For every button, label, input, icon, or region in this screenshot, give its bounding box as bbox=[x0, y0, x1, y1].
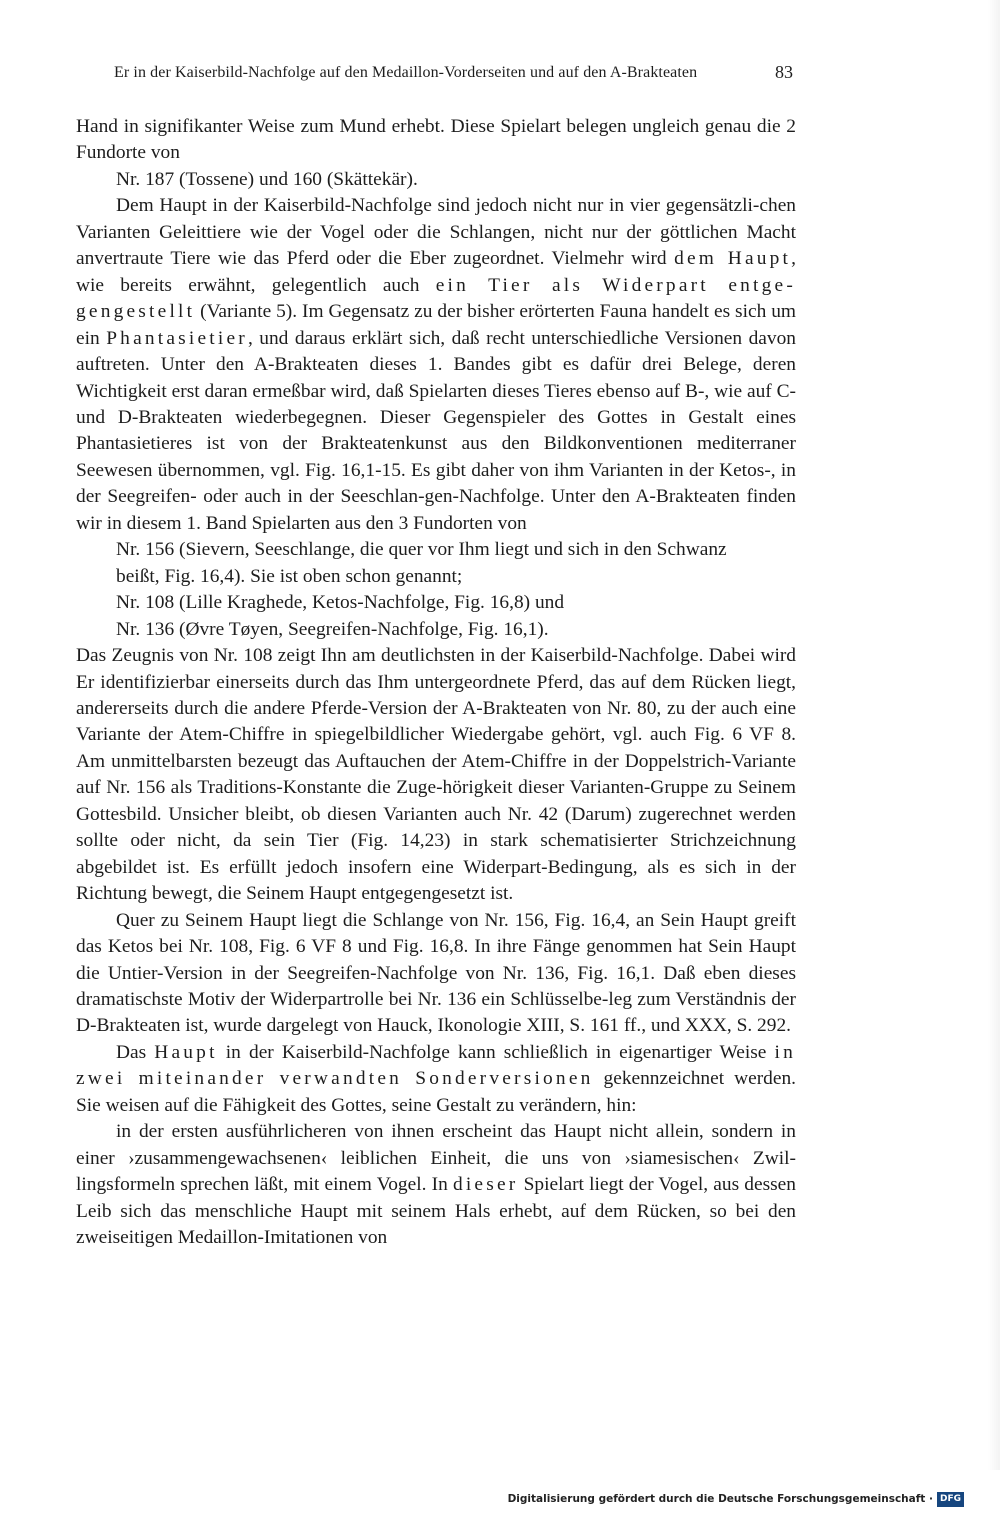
find-entry-108: Nr. 108 (Lille Kraghede, Ketos-Nachfolge, Fig. 16,8) und bbox=[116, 592, 565, 614]
footer-credit-text: Digitalisierung gefördert durch die Deutsche Forschungsgemeinschaft · bbox=[507, 1493, 933, 1505]
paragraph-2-text-c: (Variante 5). Im Gegensatz zu der bisher erörterten Fauna handelt es sich um ein bbox=[76, 301, 796, 349]
emphasis-dem-haupt: dem Haupt bbox=[674, 248, 792, 270]
running-head: Er in der Kaiserbild-Nachfolge auf den Medaillon-Vorderseiten und auf den A-Brakteaten bbox=[114, 64, 698, 81]
body-text bbox=[76, 114, 796, 1251]
paragraph-3: Das Zeugnis von Nr. 108 zeigt Ihn am deutlichsten in der Kaiserbild-Nachfolge. Dabei wird Er identifizierbar einerseits durch das Ihm untergeordnete Pferd, das auf dem Rücken liegt, andererseits durch die andere Pferde-Version der A-Brakteaten von Nr. 80, zu der auch eine Variante der Atem-Chiffre in spiegelbildlicher Wiedergabe gehört, vgl. auch Fig. 6 VF 8. Am unmittelbarsten bezeugt das Auftauchen der Atem-Chiffre in der Doppelstrich-Variante auf Nr. 156 als Traditions-Konstante die Zuge-hörigkeit dieser Varianten-Gruppe zu Seinem Gottesbild. Unsicher bleibt, ob diesen Varianten auch Nr. 42 (Darum) zugerechnet werden sollte oder nicht, da sein Tier (Fig. 14,23) in stark schematisierter Strichzeichnung abgebildet ist. Es erfüllt jedoch insofern eine Widerpart-Bedingung, als es sich in der Richtung bewegt, die Seinem Haupt entgegengesetzt ist. bbox=[76, 645, 796, 905]
find-entry-156-line-1: Nr. 156 (Sievern, Seeschlange, die quer vor Ihm liegt und sich in den Schwanz bbox=[116, 539, 727, 561]
emphasis-haupt: Haupt bbox=[154, 1041, 218, 1063]
paragraph-1: Hand in signifikanter Weise zum Mund erhebt. Diese Spielart belegen ungleich genau die 2 Fundorte von bbox=[76, 116, 796, 164]
find-entry-136: Nr. 136 (Øvre Tøyen, Seegreifen-Nachfolge, Fig. 16,1). bbox=[116, 618, 549, 640]
digitization-footer bbox=[508, 1491, 964, 1507]
find-entry-187-160: Nr. 187 (Tossene) und 160 (Skättekär). bbox=[116, 168, 418, 190]
emphasis-tier-widerpart: ein Tier als Widerpart entge-gengestellt bbox=[76, 274, 796, 323]
find-entry-156-line-2: beißt, Fig. 16,4). Sie ist oben schon genannt; bbox=[116, 565, 463, 587]
paragraph-2-text-b: , wie bereits erwähnt, gelegentlich auch bbox=[76, 248, 796, 296]
paragraph-2 bbox=[76, 193, 796, 537]
paragraph-4: Quer zu Seinem Haupt liegt die Schlange von Nr. 156, Fig. 16,4, an Sein Haupt greift das Ketos bei Nr. 108, Fig. 6 VF 8 und Fig. 16,8. In ihre Fänge genommen hat Sein Haupt die Untier-Version in der Seegreifen-Nachfolge von Nr. 136, Fig. 16,1. Daß eben dieses dramatischste Motiv der Widerpartrolle bei Nr. 136 ein Schlüsselbe-leg zum Verständnis der D-Brakteaten ist, wurde dargelegt von Hauck, Ikonologie XIII, S. 161 ff., und XXX, S. 292. bbox=[76, 909, 796, 1037]
paragraph-5 bbox=[76, 1040, 796, 1119]
paragraph-5-text-c: gekennzeichnet werden. Sie weisen auf die Fähigkeit des Gottes, seine Gestalt zu verändern, hin: bbox=[76, 1068, 796, 1116]
paragraph-6-text-b: Spielart liegt der Vogel, aus dessen Leib sich das menschliche Haupt mit seinem Hals erhebt, auf dem Rücken, so bei den zweiseitigen Medaillon-Imitationen von bbox=[76, 1174, 796, 1249]
paragraph-6-text-a: in der ersten ausführlicheren von ihnen erscheint das Haupt nicht allein, sondern in einer ›zusammengewachsenen‹ leiblichen Einheit, die uns von ›siamesischen‹ Zwil-lingsformeln sprechen läßt, mit einem Vogel. In bbox=[76, 1121, 796, 1196]
paragraph-5-text-b: in der Kaiserbild-Nachfolge kann schließlich in eigenartiger Weise bbox=[217, 1041, 775, 1063]
emphasis-sonderversionen: in zwei miteinander verwandten Sonderversionen bbox=[76, 1041, 796, 1090]
emphasis-dieser: dieser bbox=[452, 1174, 519, 1196]
paragraph-2-text-d: , und daraus erklärt sich, daß recht unterschiedliche Versionen davon auftreten. Unter den A-Brakteaten dieses 1. Bandes gibt es dafür drei Belege, deren Wichtigkeit erst daran ermeßbar wird, daß Spielarten dieses Tieres ebenso auf B-, wie auf C- und D-Brakteaten wiederbegegnen. Dieser Gegenspieler des Gottes in Gestalt eines Phantasietieres ist von der Brakteatenkunst aus den Bildkonventionen mediterraner Seewesen übernommen, vgl. Fig. 16,1-15. Es gibt daher von ihm Varianten in der Ketos-, in der Seegreifen- oder auch in der Seeschlan-gen-Nachfolge. Unter den A-Brakteaten finden wir in diesem 1. Band Spielarten aus den 3 Fundorten von bbox=[76, 327, 796, 534]
emphasis-phantasietier: Phantasietier bbox=[106, 327, 248, 349]
page-number: 83 bbox=[775, 62, 793, 82]
dfg-logo: DFG bbox=[937, 1492, 964, 1507]
scan-edge-shadow bbox=[988, 0, 1000, 1470]
paragraph-6 bbox=[76, 1119, 796, 1251]
paragraph-2-text-a: Dem Haupt in der Kaiserbild-Nachfolge sind jedoch nicht nur in vier gegensätzli-chen Varianten Geleittiere wie der Vogel oder die Schlangen, nicht nur der göttlichen Macht anvertraute Tiere wie das Pferd oder die Eber zugeordnet. Vielmehr wird bbox=[76, 195, 796, 270]
paragraph-5-text-a: Das bbox=[116, 1041, 155, 1063]
